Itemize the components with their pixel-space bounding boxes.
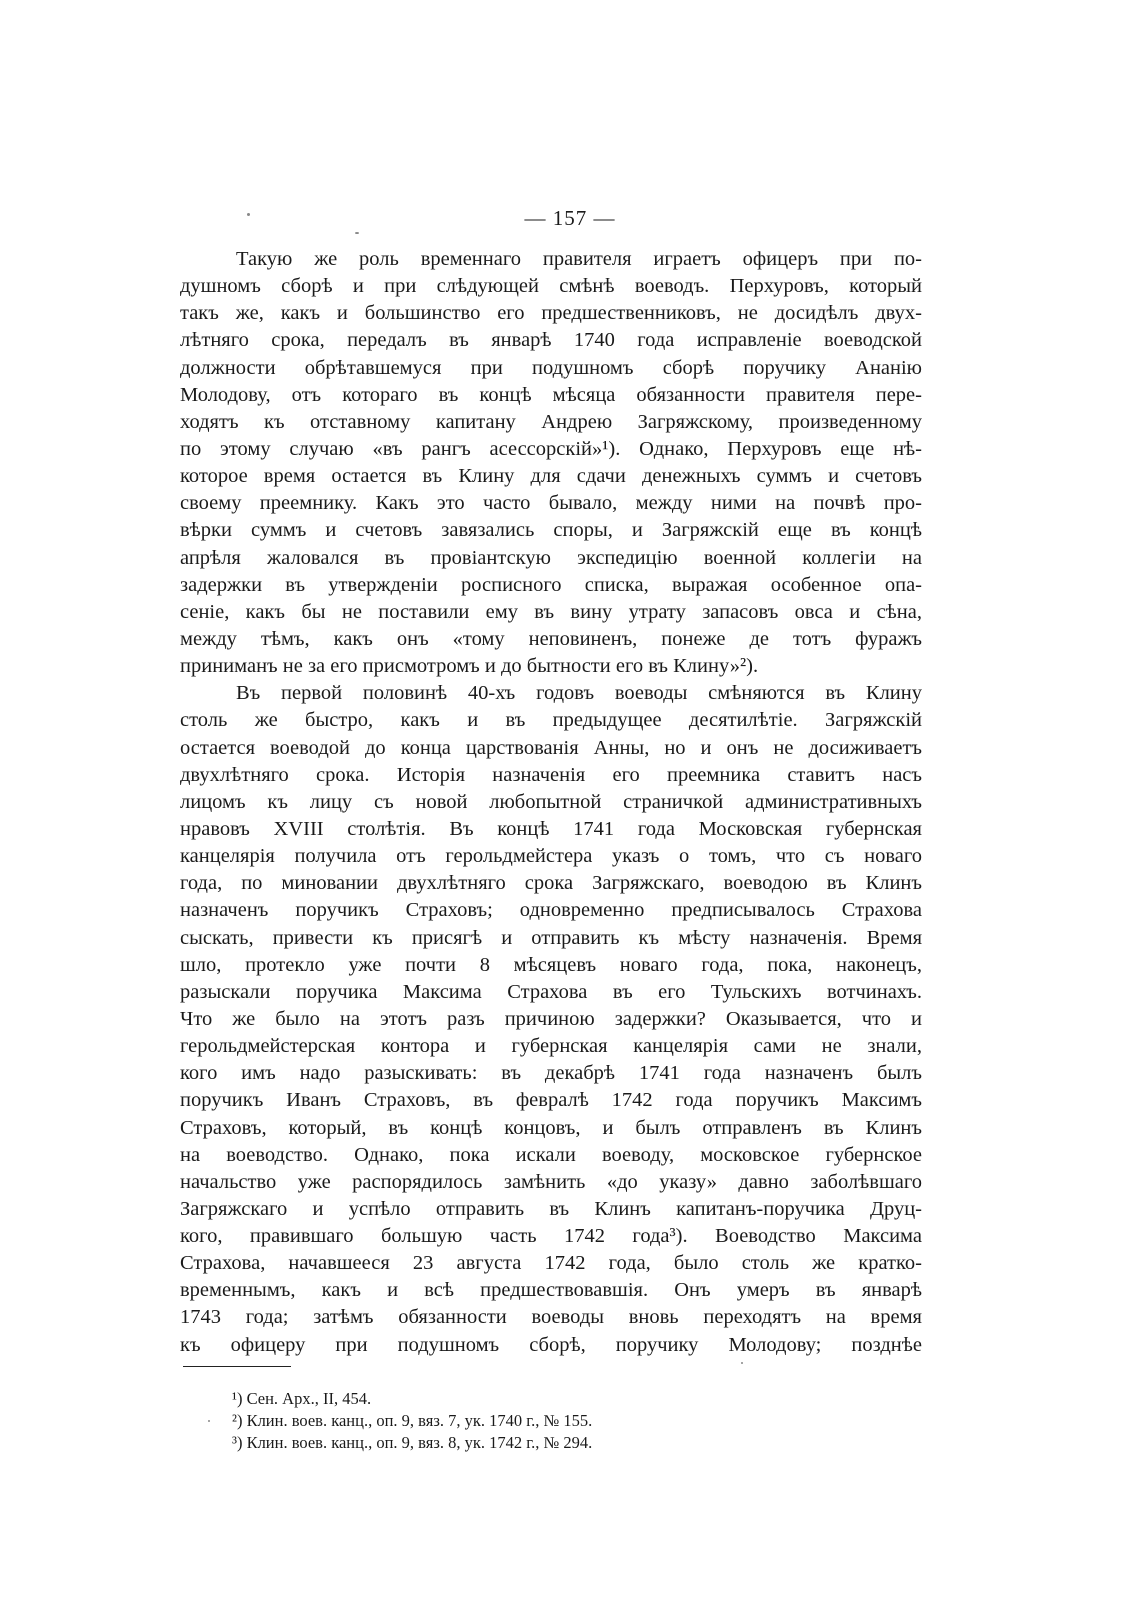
text-line: душномъ сборѣ и при слѣдующей смѣнѣ воеводъ. Перхуровъ, который bbox=[180, 275, 922, 298]
scan-speck bbox=[208, 1420, 210, 1422]
body-text bbox=[180, 246, 922, 1359]
text-line: апрѣля жаловался въ провіантскую экспедицію военной коллегіи на bbox=[180, 546, 922, 569]
text-line: Что же было на этотъ разъ причиною задержки? Оказывается, что и bbox=[180, 1007, 922, 1030]
footnote-divider bbox=[183, 1366, 291, 1367]
text-line: задержки въ утвержденіи росписного списка, выражая особенное опа- bbox=[180, 573, 922, 596]
text-line: приниманъ не за его присмотромъ и до бытности его въ Клину»²). bbox=[180, 655, 759, 678]
text-line: года, по миновании двухлѣтняго срока Загряжскаго, воеводою въ Клинъ bbox=[180, 872, 922, 895]
text-line: Загряжскаго и успѣло отправить въ Клинъ капитанъ-поручика Друц- bbox=[180, 1197, 922, 1220]
text-line: Страхова, начавшееся 23 августа 1742 года, было столь же кратко- bbox=[180, 1252, 922, 1275]
text-line: лѣтняго срока, передалъ въ январѣ 1740 года исправленіе воеводской bbox=[180, 329, 922, 352]
text-line: Молодову, отъ котораго въ концѣ мѣсяца обязанности правителя пере- bbox=[180, 383, 922, 406]
text-line: сеніе, какъ бы не поставили ему въ вину утрату запасовъ овса и сѣна, bbox=[180, 600, 922, 623]
text-line: кого имъ надо разыскивать: въ декабрѣ 1741 года назначенъ былъ bbox=[180, 1062, 922, 1085]
text-line: Въ первой половинѣ 40-хъ годовъ воеводы смѣняются въ Клину bbox=[236, 682, 922, 705]
text-line: временнымъ, какъ и всѣ предшествовавшія. Онъ умеръ въ январѣ bbox=[180, 1279, 922, 1302]
text-line: на воеводство. Однако, пока искали воеводу, московское губернское bbox=[180, 1143, 922, 1166]
text-line: начальство уже распорядилось замѣнить «до указу» давно заболѣвшаго bbox=[180, 1170, 922, 1193]
text-line: канцелярія получила отъ герольдмейстера указъ о томъ, что съ новаго bbox=[180, 845, 922, 868]
text-line: шло, протекло уже почти 8 мѣсяцевъ новаго года, пока, наконецъ, bbox=[180, 953, 922, 976]
text-line: между тѣмъ, какъ онъ «тому неповиненъ, понеже де тотъ фуражъ bbox=[180, 627, 922, 650]
text-line: Страховъ, который, въ концѣ концовъ, и былъ отправленъ въ Клинъ bbox=[180, 1116, 922, 1139]
text-line: герольдмейстерская контора и губернская канцелярія сами не знали, bbox=[180, 1035, 922, 1058]
footnotes bbox=[232, 1388, 832, 1454]
footnote-1: ¹) Сен. Арх., II, 454. bbox=[232, 1389, 372, 1408]
text-line: вѣрки суммъ и счетовъ завязались споры, и Загряжскій еще въ концѣ bbox=[180, 519, 922, 542]
text-line: 1743 года; затѣмъ обязанности воеводы вновь переходятъ на время bbox=[180, 1306, 922, 1329]
text-line: остается воеводой до конца царствованія Анны, но и онъ не досиживаетъ bbox=[180, 736, 922, 759]
text-line: къ офицеру при подушномъ сборѣ, поручику Молодову; позднѣе bbox=[180, 1333, 922, 1356]
footnote-2: ²) Клин. воев. канц., оп. 9, вяз. 7, ук. 1740 г., № 155. bbox=[232, 1411, 593, 1430]
text-line: своему преемнику. Какъ это часто бывало, между ними на почвѣ про- bbox=[180, 492, 922, 515]
text-line: такъ же, какъ и большинство его предшественниковъ, не досидѣлъ двух- bbox=[180, 302, 922, 325]
text-line: сыскать, привести къ присягѣ и отправить къ мѣсту назначенія. Время bbox=[180, 926, 922, 949]
text-line: двухлѣтняго срока. Исторія назначенія его преемника ставитъ насъ bbox=[180, 763, 922, 786]
scan-speck bbox=[355, 232, 359, 234]
scan-speck bbox=[247, 213, 250, 216]
text-line: столь же быстро, какъ и въ предыдущее десятилѣтіе. Загряжскій bbox=[180, 709, 922, 732]
text-line: которое время остается въ Клину для сдачи денежныхъ суммъ и счетовъ bbox=[180, 465, 922, 488]
text-line: ходятъ къ отставному капитану Андрею Загряжскому, произведенному bbox=[180, 410, 922, 433]
text-line: по этому случаю «въ рангъ асессорскій»¹). Однако, Перхуровъ еще нѣ- bbox=[180, 437, 922, 460]
footnote-3: ³) Клин. воев. канц., оп. 9, вяз. 8, ук. 1742 г., № 294. bbox=[232, 1433, 593, 1452]
text-line: должности обрѣтавшемуся при подушномъ сборѣ поручику Ананію bbox=[180, 356, 922, 379]
text-line: нравовъ XVIII столѣтія. Въ концѣ 1741 года Московская губернская bbox=[180, 817, 922, 840]
text-line: кого, правившаго большую часть 1742 года³). Воеводство Максима bbox=[180, 1225, 922, 1248]
text-line: лицомъ къ лицу съ новой любопытной страничкой административныхъ bbox=[180, 790, 922, 813]
text-line: разыскали поручика Максима Страхова въ его Тульскихъ вотчинахъ. bbox=[180, 980, 922, 1003]
text-line: поручикъ Иванъ Страховъ, въ февралѣ 1742 года поручикъ Максимъ bbox=[180, 1089, 922, 1112]
text-line: Такую же роль временнаго правителя играетъ офицеръ при по- bbox=[236, 248, 922, 270]
text-line: назначенъ поручикъ Страховъ; одновременно предписывалось Страхова bbox=[180, 899, 922, 922]
scan-speck bbox=[741, 1362, 743, 1364]
page-number: — 157 — bbox=[524, 206, 616, 230]
